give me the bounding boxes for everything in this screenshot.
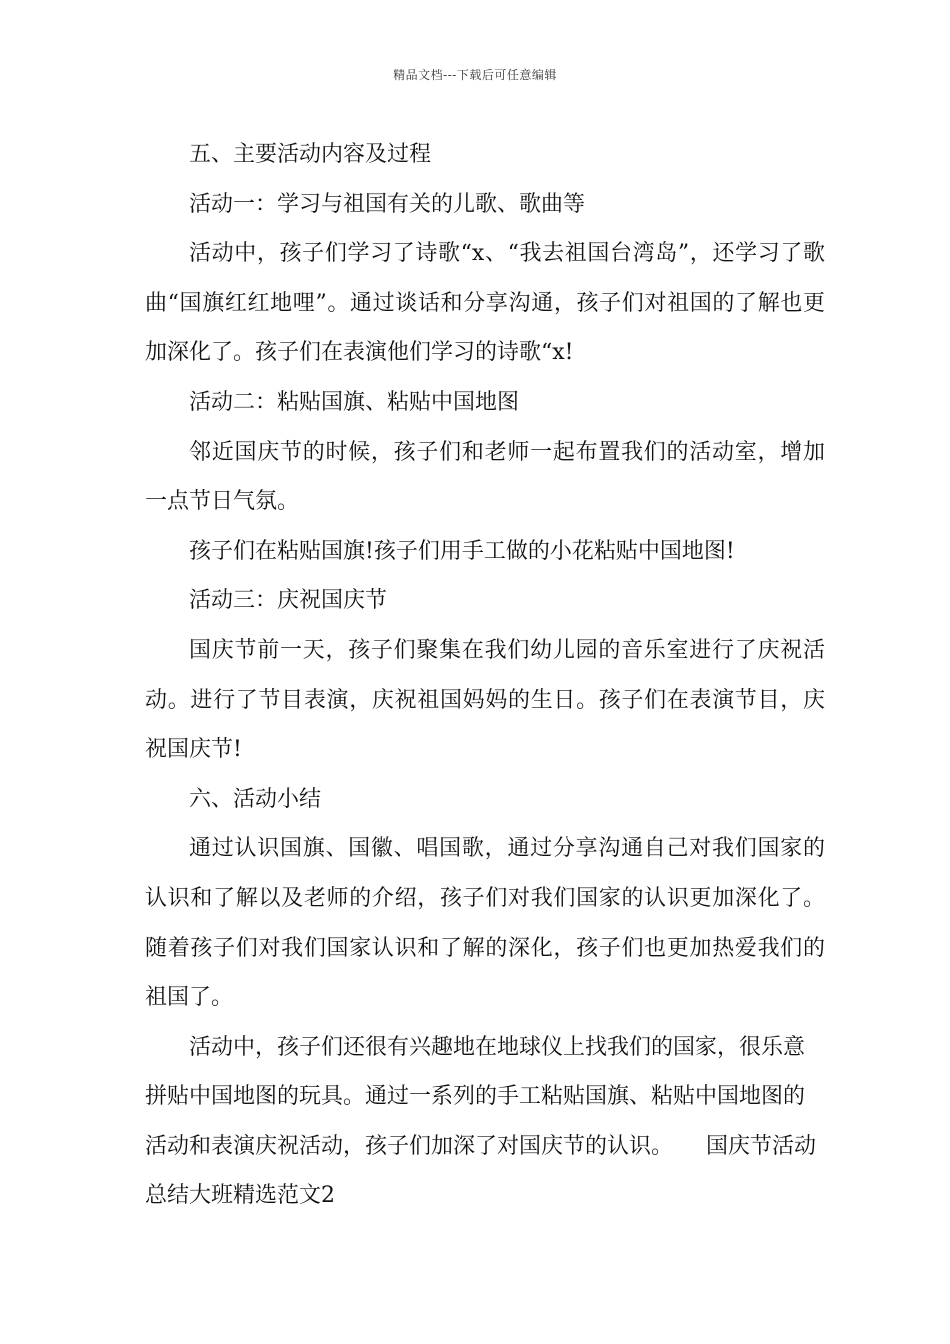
activity-two-detail-paragraph: 孩子们在粘贴国旗!孩子们用手工做的小花粘贴中国地图!: [189, 538, 735, 564]
summary-closing-paragraph: 活动中，孩子们还很有兴趣地在地球仪上找我们的国家，很乐意拼贴中国地图的玩具。通过一系列的手工粘贴国旗、粘贴中国地图的活动和表演庆祝活动，孩子们加深了对国庆节的认识。 国庆节活动总结大班精选范文2: [145, 1034, 817, 1209]
activity-three-heading: 活动三：庆祝国庆节: [189, 588, 388, 614]
activity-two-paragraph: 邻近国庆节的时候，孩子们和老师一起布置我们的活动室，增加一点节日气氛。: [145, 439, 825, 515]
activity-one-heading: 活动一：学习与祖国有关的儿歌、歌曲等: [189, 191, 586, 217]
summary-paragraph: 通过认识国旗、国徽、唱国歌，通过分享沟通自己对我们国家的认识和了解以及老师的介绍，孩子们对我们国家的认识更加深化了。随着孩子们对我们国家认识和了解的深化，孩子们也更加热爱我们的祖国了。: [145, 836, 825, 1011]
section-heading-activities: 五、主要活动内容及过程: [189, 142, 432, 167]
activity-two-heading: 活动二：粘贴国旗、粘贴中国地图: [189, 389, 520, 415]
document-body: [145, 130, 825, 1221]
section-heading-summary: 六、活动小结: [189, 786, 322, 812]
activity-one-paragraph: 活动中，孩子们学习了诗歌“x、“我去祖国台湾岛”，还学习了歌曲“国旗红红地哩”。通过谈话和分享沟通，孩子们对祖国的了解也更加深化了。孩子们在表演他们学习的诗歌“x!: [145, 241, 825, 366]
page-header: 精品文档---下载后可任意编辑: [393, 68, 557, 82]
activity-three-paragraph: 国庆节前一天，孩子们聚集在我们幼儿园的音乐室进行了庆祝活动。进行了节目表演，庆祝祖国妈妈的生日。孩子们在表演节目，庆祝国庆节!: [145, 637, 825, 763]
